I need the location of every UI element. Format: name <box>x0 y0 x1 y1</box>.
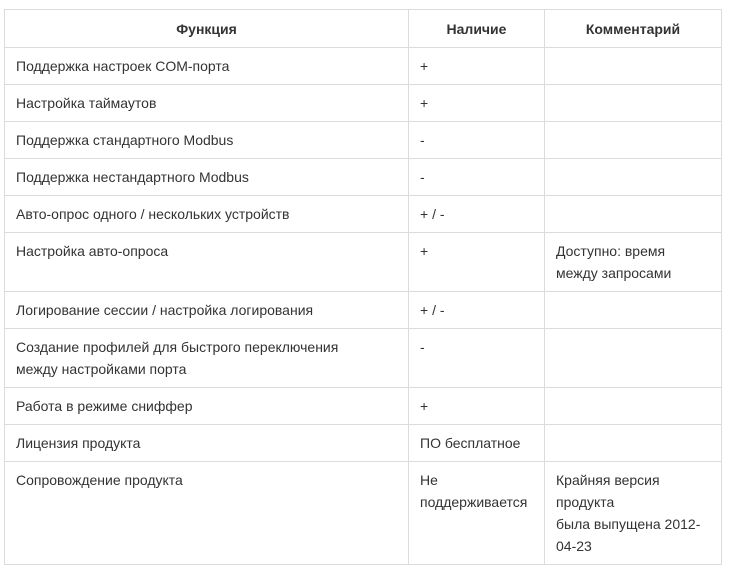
table-row <box>5 329 722 388</box>
table-row <box>5 388 722 425</box>
comment-cell: Доступно: время между запросами <box>545 233 722 292</box>
comment-cell <box>545 388 722 425</box>
table-row <box>5 122 722 159</box>
table-row <box>5 85 722 122</box>
feature-table <box>4 9 722 565</box>
comment-cell <box>545 85 722 122</box>
comment-cell <box>545 48 722 85</box>
comment-cell <box>545 292 722 329</box>
comment-cell: Крайняя версия продукта была выпущена 2012- 04-23 <box>545 462 722 565</box>
availability-cell: + <box>409 48 545 85</box>
availability-cell: - <box>409 159 545 196</box>
feature-cell: Настройка таймаутов <box>5 85 409 122</box>
availability-cell: + / - <box>409 196 545 233</box>
header-feature: Функция <box>5 10 409 48</box>
availability-cell: + <box>409 85 545 122</box>
feature-cell: Логирование сессии / настройка логирования <box>5 292 409 329</box>
availability-cell: ПО бесплатное <box>409 425 545 462</box>
feature-cell: Лицензия продукта <box>5 425 409 462</box>
feature-cell: Поддержка настроек COM-порта <box>5 48 409 85</box>
feature-cell: Создание профилей для быстрого переключения между настройками порта <box>5 329 409 388</box>
feature-cell: Сопровождение продукта <box>5 462 409 565</box>
feature-cell: Поддержка стандартного Modbus <box>5 122 409 159</box>
availability-cell: Не поддерживается <box>409 462 545 565</box>
table-header-row <box>5 10 722 48</box>
feature-cell: Настройка авто-опроса <box>5 233 409 292</box>
comment-cell <box>545 159 722 196</box>
feature-cell: Работа в режиме сниффер <box>5 388 409 425</box>
comment-cell <box>545 122 722 159</box>
header-availability: Наличие <box>409 10 545 48</box>
header-comment: Комментарий <box>545 10 722 48</box>
availability-cell: + / - <box>409 292 545 329</box>
availability-cell: - <box>409 122 545 159</box>
table-row <box>5 159 722 196</box>
table-row <box>5 233 722 292</box>
comment-cell <box>545 329 722 388</box>
feature-cell: Авто-опрос одного / нескольких устройств <box>5 196 409 233</box>
availability-cell: - <box>409 329 545 388</box>
availability-cell: + <box>409 388 545 425</box>
comment-cell <box>545 196 722 233</box>
table-row <box>5 425 722 462</box>
comment-cell <box>545 425 722 462</box>
table-row <box>5 48 722 85</box>
table-row <box>5 292 722 329</box>
feature-cell: Поддержка нестандартного Modbus <box>5 159 409 196</box>
table-row <box>5 462 722 565</box>
table-row <box>5 196 722 233</box>
availability-cell: + <box>409 233 545 292</box>
